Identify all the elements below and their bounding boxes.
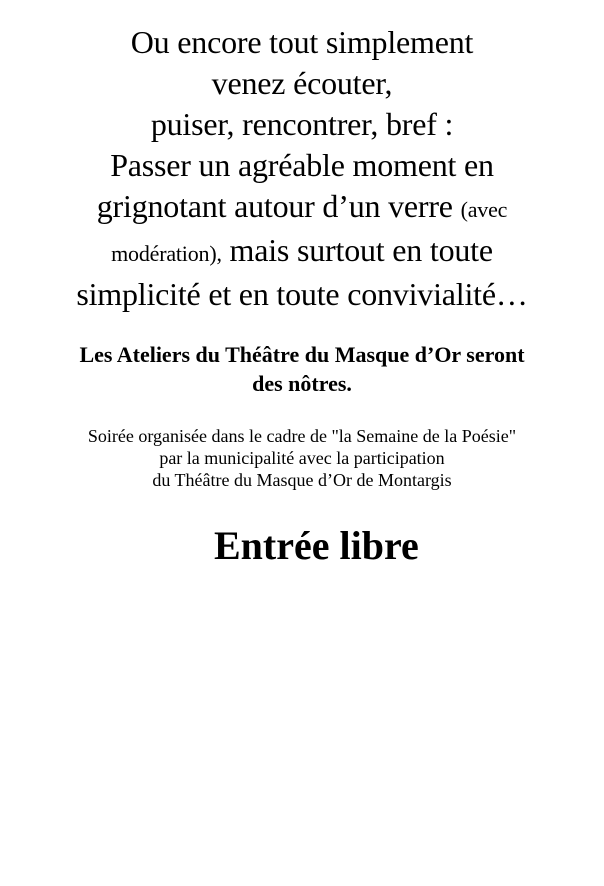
intro-small-text: (avec [460, 197, 508, 222]
intro-small-text: modération), [111, 241, 222, 266]
ateliers-line: Les Ateliers du Théâtre du Masque d’Or seront [79, 342, 525, 367]
intro-line: puiser, rencontrer, bref : [150, 106, 454, 142]
intro-text: grignotant autour d’un verre [96, 188, 461, 224]
soiree-line: du Théâtre du Masque d’Or de Montargis [152, 470, 452, 490]
intro-line: Ou encore tout simplement [130, 24, 474, 60]
intro-line: simplicité et en toute convivialité… [76, 276, 528, 312]
ateliers-line: des nôtres. [252, 371, 352, 396]
free-entry-heading: Entrée libre [214, 523, 419, 568]
ateliers-announcement [0, 340, 604, 398]
intro-line [0, 230, 604, 274]
intro-line: Passer un agréable moment en [110, 147, 494, 183]
intro-paragraph [0, 22, 604, 315]
intro-line [0, 186, 604, 230]
soiree-line: par la municipalité avec la participation [159, 448, 445, 468]
intro-line: venez écouter, [211, 65, 393, 101]
soiree-note [0, 425, 604, 491]
intro-text: mais surtout en toute [221, 232, 493, 268]
soiree-line: Soirée organisée dans le cadre de "la Semaine de la Poésie" [87, 426, 517, 446]
